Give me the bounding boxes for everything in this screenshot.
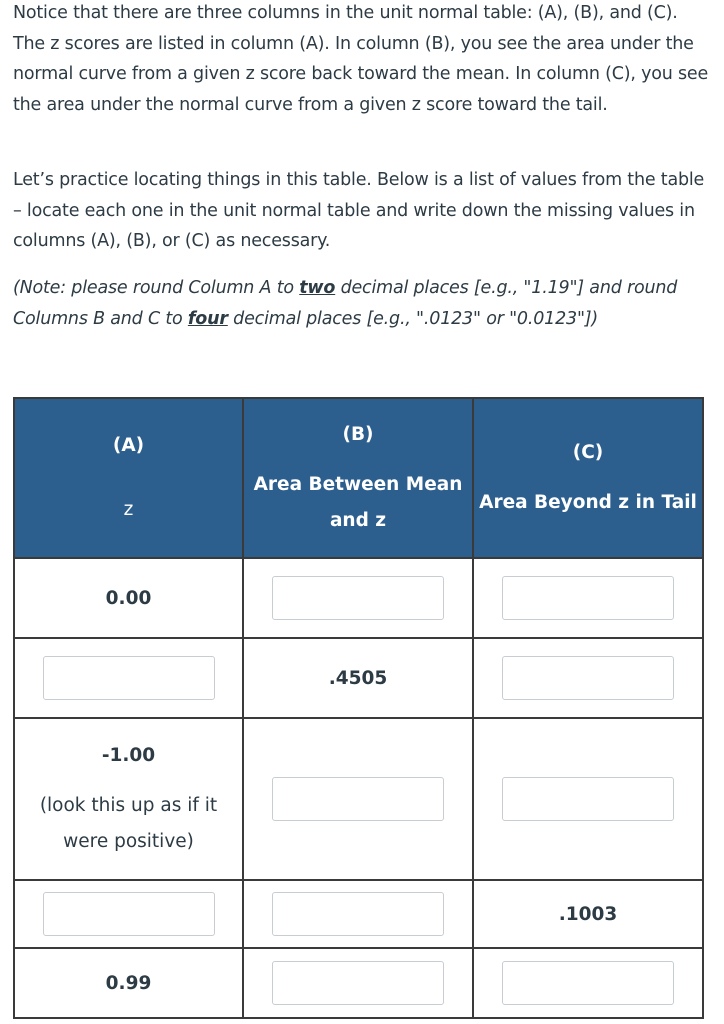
column-a-label: (A) [112, 435, 145, 456]
row2-a-input[interactable] [43, 656, 215, 700]
row5-c-input[interactable] [502, 961, 674, 1005]
table-row [14, 948, 703, 1018]
row1-c-cell [473, 558, 703, 638]
note-two: two [299, 278, 336, 298]
note-text-1: (Note: please round Column A to [13, 278, 300, 298]
column-b-label: (B) [342, 424, 374, 445]
row2-c-cell [473, 638, 703, 718]
row5-a-value: 0.99 [14, 948, 243, 1018]
row4-c-value: .1003 [473, 880, 703, 948]
column-c-sub: Area Beyond z in Tail [479, 492, 697, 513]
row5-b-input[interactable] [272, 961, 444, 1005]
note-text-2: decimal places [e.g., "1.19"] and round Columns B and C to [13, 278, 678, 329]
practice-paragraph: Let’s practice locating things in this table. Below is a list of values from the table – locate each one in the unit normal table and write down the missing values in columns (A), (B), or (C) as necessary. [13, 170, 705, 251]
note-four: four [187, 308, 228, 329]
column-a-sub: z [123, 499, 134, 520]
row1-a-value: 0.00 [14, 558, 243, 638]
row4-a-input[interactable] [43, 892, 215, 936]
intro-paragraph: Notice that there are three columns in the unit normal table: (A), (B), and (C). The z scores are listed in column (A). In column (B), you see the area under the normal curve from a given z score back toward the mean. In column (C), you see the area under the normal curve from a given z score toward the tail. [13, 3, 709, 115]
table-row [14, 638, 703, 718]
row3-a-note-1: (look this up as if it [39, 795, 218, 816]
column-c-header [473, 398, 703, 558]
column-b-header [243, 398, 473, 558]
note-text-3: decimal places [e.g., ".0123" or "0.0123"]) [227, 308, 599, 329]
row3-a-note-2: were positive) [63, 831, 194, 852]
row1-b-input[interactable] [272, 576, 444, 620]
row3-c-input[interactable] [502, 777, 674, 821]
row1-c-input[interactable] [502, 576, 674, 620]
column-a-header [14, 398, 243, 558]
row4-a-cell [14, 880, 243, 948]
row3-b-input[interactable] [272, 777, 444, 821]
header-row [14, 398, 703, 558]
row1-b-cell [243, 558, 473, 638]
row2-a-cell [14, 638, 243, 718]
table-row [14, 558, 703, 638]
column-b-sub-1: Area Between Mean [253, 474, 463, 495]
table-row [14, 718, 703, 880]
table-row [14, 880, 703, 948]
row3-b-cell [243, 718, 473, 880]
unit-normal-table [13, 397, 704, 1019]
row3-c-cell [473, 718, 703, 880]
column-b-sub-2: and z [329, 510, 387, 531]
row5-c-cell [473, 948, 703, 1018]
row4-b-cell [243, 880, 473, 948]
row3-a-cell [14, 718, 243, 880]
column-c-label: (C) [572, 442, 604, 463]
row3-a-value: -1.00 [101, 745, 156, 766]
row4-b-input[interactable] [272, 892, 444, 936]
row5-b-cell [243, 948, 473, 1018]
rounding-note [13, 273, 713, 334]
row2-b-value: .4505 [243, 638, 473, 718]
row2-c-input[interactable] [502, 656, 674, 700]
